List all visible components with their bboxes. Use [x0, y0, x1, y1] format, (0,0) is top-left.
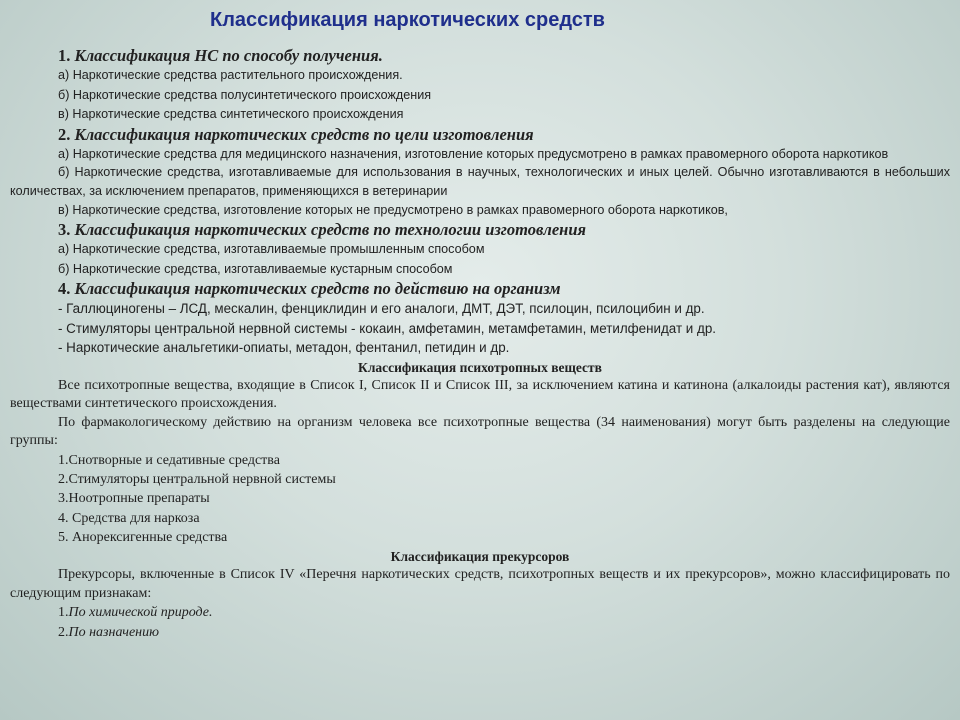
psychotropic-group: 1.Снотворные и седативные средства	[58, 452, 280, 468]
section-2-item: в) Наркотические средства, изготовление которых не предусмотрено в рамках правомерного оборота наркотиков,	[58, 202, 728, 217]
precursor-criterion: 1.По химической природе.	[58, 605, 213, 621]
psychotropic-heading: Классификация психотропных веществ	[358, 359, 602, 375]
psychotropic-group: 2.Стимуляторы центральной нервной системы	[58, 472, 336, 488]
psychotropic-group: 4. Средства для наркоза	[58, 510, 200, 526]
section-3-item: а) Наркотические средства, изготавливаемые промышленным способом	[58, 242, 485, 257]
section-1-item: б) Наркотические средства полусинтетического происхождения	[58, 87, 432, 102]
section-2-item: б) Наркотические средства, изготавливаемые для использования в научных, технологических и иных целей. Обычно изготавливаются в небольших количествах, за исключением препаратов, применяющихся в ветеринарии	[10, 165, 950, 199]
psychotropic-group: 5. Анорексигенные средства	[58, 530, 228, 546]
section-3-heading: 3. Классификация наркотических средств по технологии изготовления	[58, 220, 587, 240]
content	[10, 46, 950, 642]
precursors-paragraph: Прекурсоры, включенные в Список IV «Перечня наркотических средств, психотропных веществ и их прекурсоров», можно классифицировать по следующим признакам:	[10, 567, 950, 601]
section-2-item: а) Наркотические средства для медицинского назначения, изготовление которых предусмотрено в рамках правомерного оборота наркотиков	[58, 146, 889, 161]
section-1-item: в) Наркотические средства синтетического происхождения	[58, 107, 404, 121]
section-3-item: б) Наркотические средства, изготавливаемые кустарным способом	[58, 261, 453, 276]
precursor-criterion: 2.По назначению	[58, 624, 159, 640]
section-4-item: - Стимуляторы центральной нервной системы - кокаин, амфетамин, метамфетамин, метилфенидат и др.	[58, 320, 716, 336]
section-4-heading: 4. Классификация наркотических средств по действию на организм	[58, 279, 561, 299]
psychotropic-paragraph: По фармакологическому действию на организм человека все психотропные вещества (34 наименования) могут быть разделены на следующие группы:	[10, 414, 950, 449]
section-1-heading: 1. Классификация НС по способу получения.	[58, 46, 383, 65]
section-4-item: - Галлюциногены – ЛСД, мескалин, фенциклидин и его аналоги, ДМТ, ДЭТ, псилоцин, псилоцибин и др.	[58, 301, 705, 317]
section-4-item: - Наркотические анальгетики-опиаты, метадон, фентанил, петидин и др.	[58, 340, 510, 356]
section-1-item: а) Наркотические средства растительного происхождения.	[58, 68, 403, 82]
psychotropic-paragraph: Все психотропные вещества, входящие в Список I, Список II и Список III, за исключением катина и катинона (алкалоиды растения кат), являются веществами синтетического происхождения.	[10, 377, 950, 412]
page-title: Классификация наркотических средств	[210, 9, 605, 31]
precursors-heading: Классификация прекурсоров	[390, 549, 570, 565]
psychotropic-group: 3.Ноотропные препараты	[58, 491, 210, 507]
section-2-heading: 2. Классификация наркотических средств по цели изготовления	[58, 124, 534, 144]
